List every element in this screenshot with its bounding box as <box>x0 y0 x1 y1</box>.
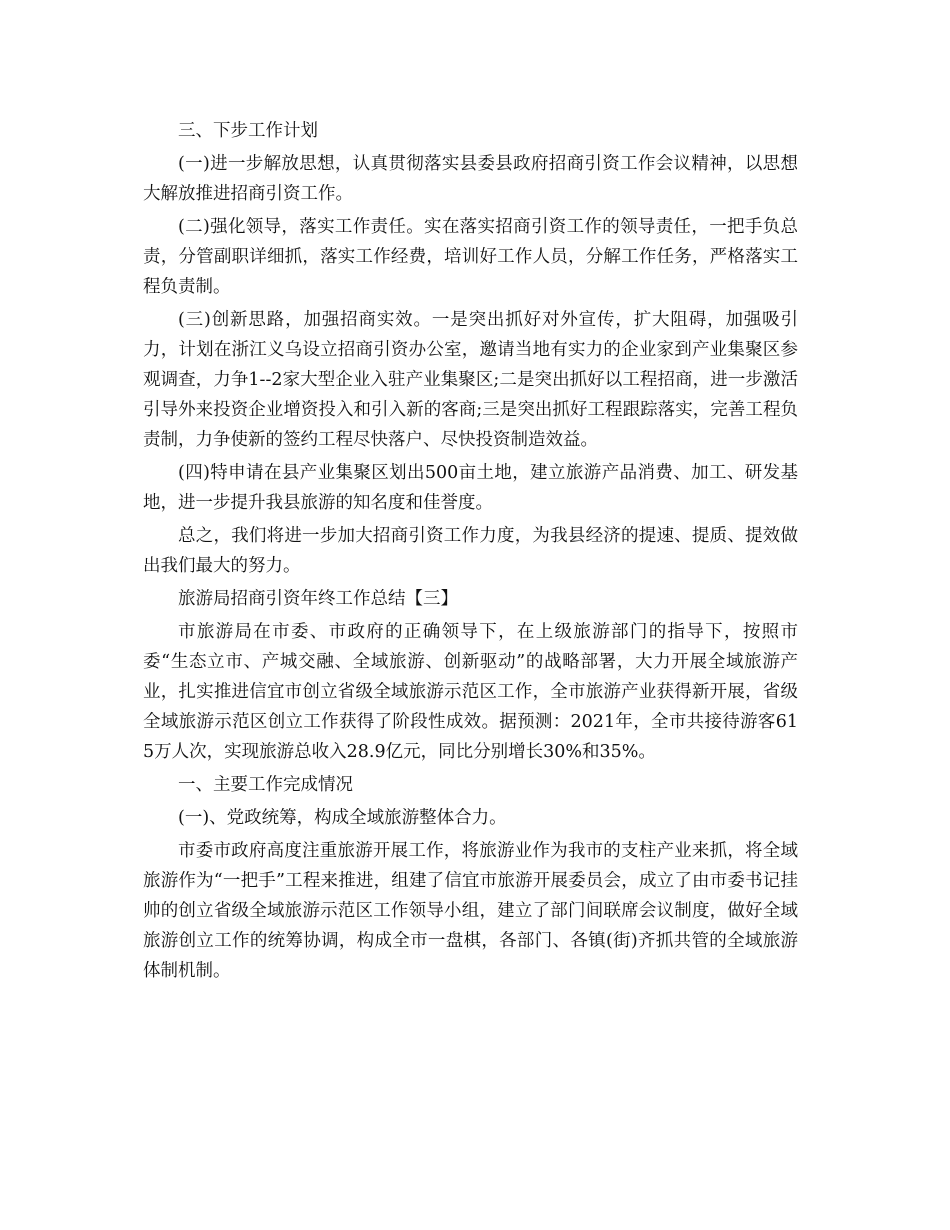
paragraph-summary-intro: 市旅游局在市委、市政府的正确领导下，在上级旅游部门的指导下，按照市委“生态立市、产城交融、全域旅游、创新驱动”的战略部署，大力开展全域旅游产业，扎实推进信宜市创立省级全域旅游示范区工作，全市旅游产业获得新开展，省级全域旅游示范区创立工作获得了阶段性成效。据预测：2021年，全市共接待游客615万人次，实现旅游总收入28.9亿元，同比分别增长30%和35%。 <box>143 622 798 762</box>
subheading-party-coordination: (一)、党政统筹，构成全域旅游整体合力。 <box>178 808 507 828</box>
section-heading-next-plan: 三、下步工作计划 <box>178 121 318 141</box>
document-page <box>143 116 798 989</box>
paragraph-plan-3: (三)创新思路，加强招商实效。一是突出抓好对外宣传，扩大阻碍，加强吸引力，计划在浙江义乌设立招商引资办公室，邀请当地有实力的企业家到产业集聚区参观调查，力争1--2家大型企业入驻产业集聚区;二是突出抓好以工程招商，进一步激活引导外来投资企业增资投入和引入新的客商;三是突出抓好工程跟踪落实，完善工程负责制，力争使新的签约工程尽快落户、尽快投资制造效益。 <box>143 310 798 450</box>
paragraph-plan-1: (一)进一步解放思想，认真贯彻落实县委县政府招商引资工作会议精神，以思想大解放推进招商引资工作。 <box>143 154 798 204</box>
paragraph-conclusion: 总之，我们将进一步加大招商引资工作力度，为我县经济的提速、提质、提效做出我们最大的努力。 <box>143 526 798 576</box>
paragraph-plan-2: (二)强化领导，落实工作责任。实在落实招商引资工作的领导责任，一把手负总责，分管副职详细抓，落实工作经费，培训好工作人员，分解工作任务，严格落实工程负责制。 <box>143 217 798 297</box>
section-title-summary-three: 旅游局招商引资年终工作总结【三】 <box>178 589 458 609</box>
section-heading-main-work: 一、主要工作完成情况 <box>178 775 353 795</box>
paragraph-party-coordination: 市委市政府高度注重旅游开展工作，将旅游业作为我市的支柱产业来抓，将全域旅游作为“一把手”工程来推进，组建了信宜市旅游开展委员会，成立了由市委书记挂帅的创立省级全域旅游示范区工作领导小组，建立了部门间联席会议制度，做好全域旅游创立工作的统筹协调，构成全市一盘棋，各部门、各镇(街)齐抓共管的全域旅游体制机制。 <box>143 841 798 981</box>
paragraph-plan-4: (四)特申请在县产业集聚区划出500亩土地，建立旅游产品消费、加工、研发基地，进一步提升我县旅游的知名度和佳誉度。 <box>143 463 798 513</box>
